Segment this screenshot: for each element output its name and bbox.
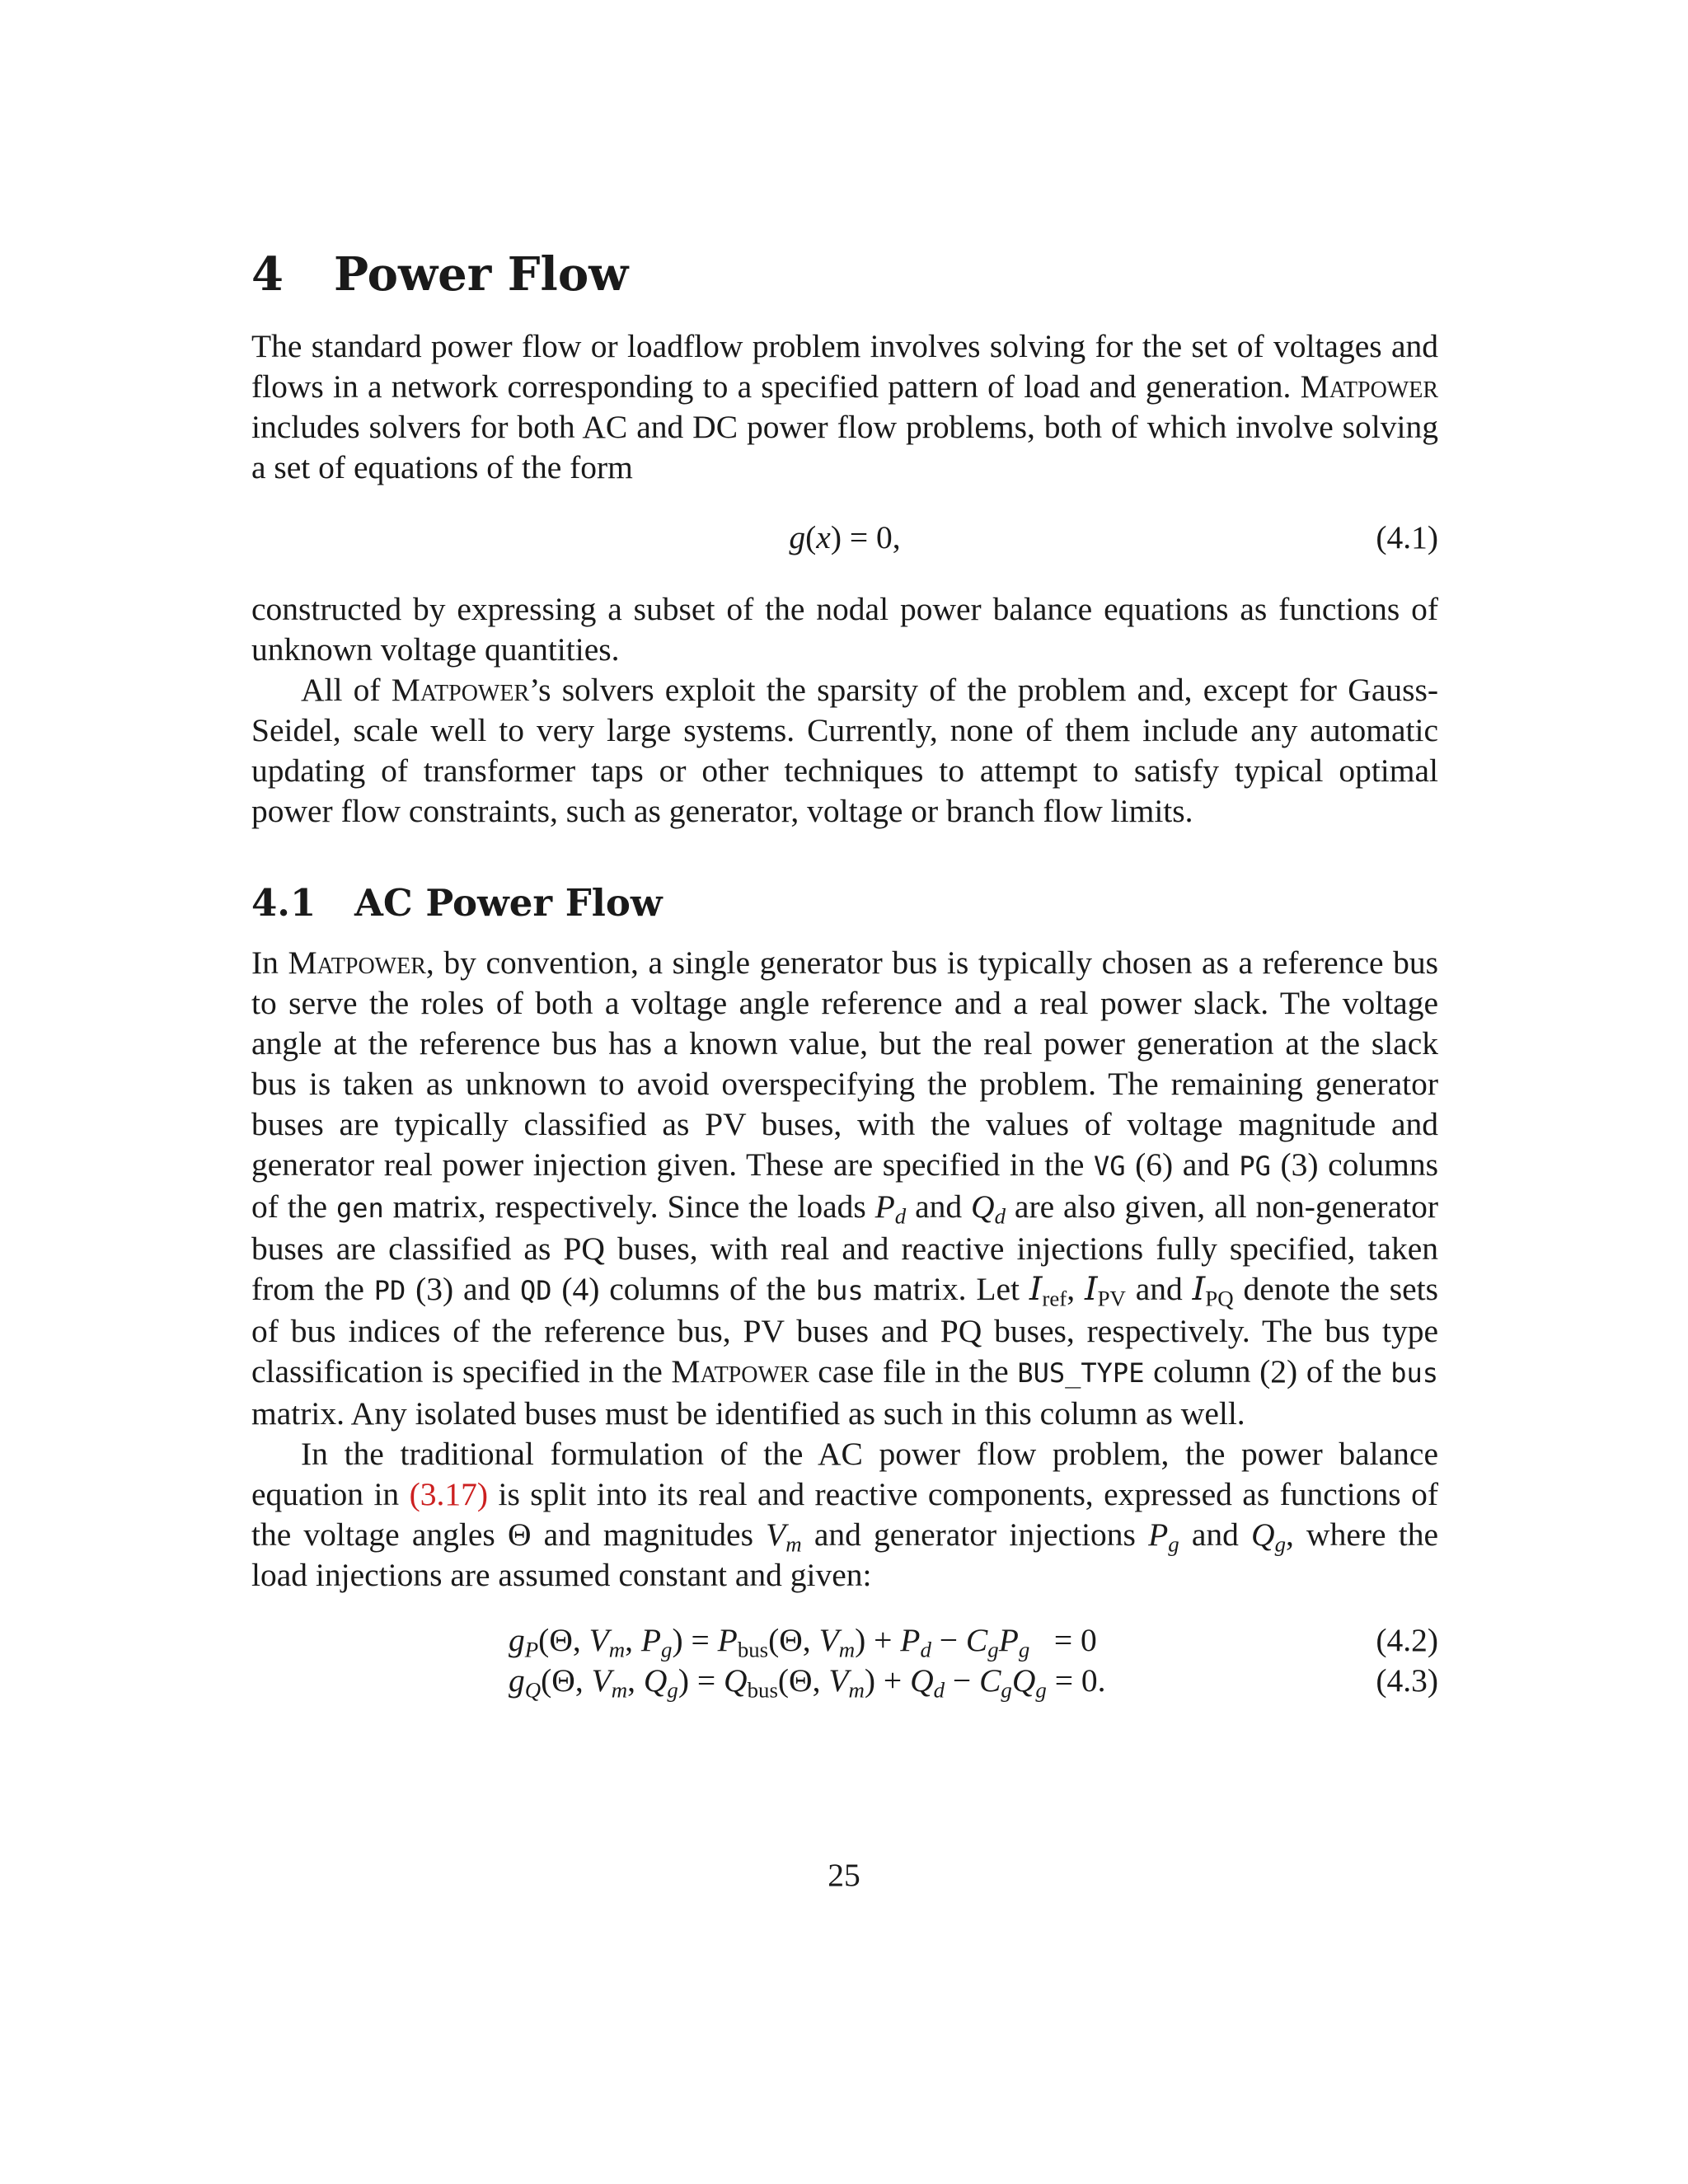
- matpower-name: Matpower: [391, 672, 530, 708]
- document-page: [251, 247, 1438, 1701]
- paragraph-ac-power-flow: In Matpower, by convention, a single generator bus is typically chosen as a reference bus to serve the roles of both a voltage angle reference and a real power slack. The voltage angle at the reference bus has a known value, but the real power generation at the slack bus is taken as unknown to avoid overspecifying the problem. The remaining generator buses are typically classified as PV buses, with the values of voltage magnitude and generator real power injection given. These are specified in the VG (6) and PG (3) columns of the gen matrix, respectively. Since the loads $P_d$ and $Q_d$ are also given, all non-generator buses are classified as PQ buses, with real and reactive injections fully specified, taken from the PD (3) and QD (4) columns of the bus matrix. Let $I_{ref}$, $I_{PV}$ and $I_{PQ}$ denote the sets of bus indices of the reference bus, PV buses and PQ buses, respectively. The bus type classification is specified in the Matpower case file in the BUS_TYPE column (2) of the bus matrix. Any isolated buses must be identified as such in this column as well.: [251, 944, 1438, 1432]
- equation-number: (4.2): [1376, 1622, 1438, 1658]
- equation-4-3: $g_Q(\Theta$, $V_m$, $Q_g) = Q_{bus}(\Theta$, $V_m) + Q_d - C_gQ_g = 0$. (4.3): [509, 1662, 1438, 1703]
- section-title: Power Flow: [334, 247, 629, 302]
- section-heading: [251, 247, 1438, 302]
- paragraph-constructed: constructed by expressing a subset of the nodal power balance equations as functions of unknown voltage quantities.: [251, 591, 1438, 668]
- equation-4-1: g(x) = 0, (4.1): [251, 518, 1438, 558]
- code-vg: VG: [1094, 1151, 1126, 1182]
- code-gen: gen: [335, 1193, 384, 1224]
- code-bus: bus: [815, 1275, 864, 1306]
- code-qd: QD: [519, 1275, 552, 1306]
- page-number: 25: [828, 1857, 860, 1893]
- equation-number: (4.1): [1376, 519, 1438, 555]
- subsection-title: AC Power Flow: [354, 881, 663, 925]
- code-bus: bus: [1390, 1357, 1438, 1389]
- section-number: 4: [251, 247, 284, 302]
- paragraph-solvers: All of Matpower’s solvers exploit the sparsity of the problem and, except for Gauss-Seidel, scale well to very large systems. Currently, none of them include any automatic updating of transformer taps or other techniques to attempt to satisfy typical optimal power flow constraints, such as generator, voltage or branch flow limits.: [251, 672, 1438, 829]
- paragraph-traditional: In the traditional formulation of the AC power flow problem, the power balance equation in (3.17) is split into its real and reactive components, expressed as functions of the voltage angles Θ and magnitudes $V_m$ and generator injections $P_g$ and $Q_g$, where the load injections are assumed constant and given:: [251, 1436, 1438, 1593]
- code-pd: PD: [373, 1275, 406, 1306]
- equation-number: (4.3): [1376, 1662, 1438, 1699]
- equations-4-2-4-3: [251, 1620, 1438, 1701]
- equation-4-2: $g_P(\Theta$, $V_m$, $P_g) = P_{bus}(\Theta$, $V_m) + P_d - C_gP_g = 0$ (4.2): [509, 1622, 1438, 1662]
- intro-paragraph: The standard power flow or loadflow problem involves solving for the set of voltages and flows in a network corresponding to a specified pattern of load and generation. Matpower includes solvers for both AC and DC power flow problems, both of which involve solving a set of equations of the form: [251, 328, 1438, 485]
- matpower-name: Matpower: [1300, 368, 1438, 405]
- code-bus-type: BUS_TYPE: [1017, 1357, 1145, 1389]
- code-pg: PG: [1239, 1151, 1271, 1182]
- equation-reference-link[interactable]: (3.17): [409, 1476, 489, 1512]
- subsection-heading: [251, 881, 1438, 925]
- subsection-number: 4.1: [251, 881, 316, 925]
